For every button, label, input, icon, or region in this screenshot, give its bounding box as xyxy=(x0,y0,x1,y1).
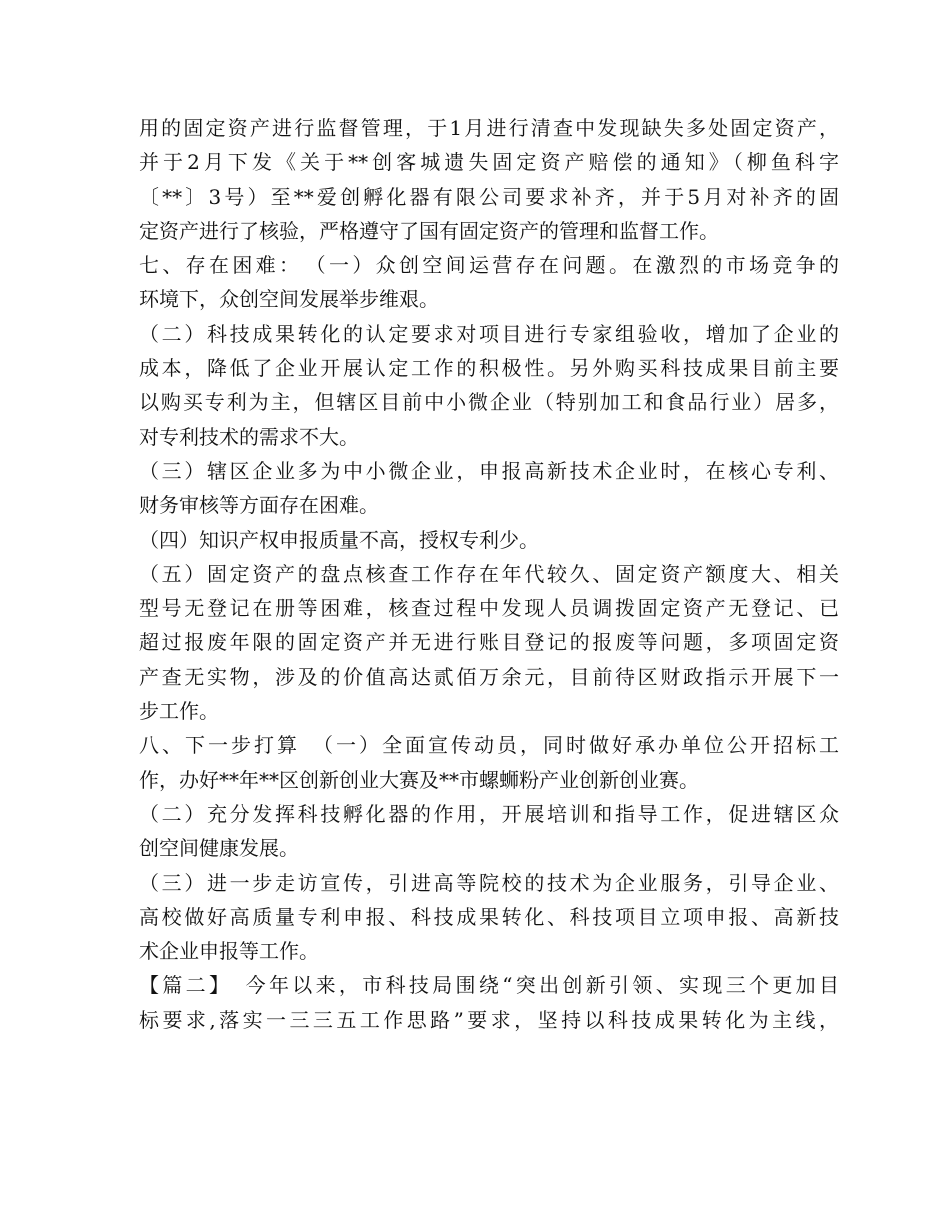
text-line: 标要求,落实一三三五工作思路”要求，坚持以科技成果转化为主线， xyxy=(139,1007,839,1032)
text-line: 环境下，众创空间发展举步维艰。 xyxy=(139,287,439,312)
text-line: 创空间健康发展。 xyxy=(139,836,299,861)
text-line: 定资产进行了核验，严格遵守了国有固定资产的管理和监督工作。 xyxy=(139,218,719,243)
text-line: 以购买专利为主，但辖区目前中小微企业（特别加工和食品行业）居多， xyxy=(139,390,839,415)
text-line: （三）辖区企业多为中小微企业，申报高新技术企业时，在核心专利、 xyxy=(139,458,839,483)
text-line: （四）知识产权申报质量不高，授权专利少。 xyxy=(139,527,539,552)
text-line: 用的固定资产进行监督管理，于1月进行清查中发现缺失多处固定资产， xyxy=(139,116,839,140)
text-line: 成本，降低了企业开展认定工作的积极性。另外购买科技成果目前主要 xyxy=(139,356,839,381)
text-line: （五）固定资产的盘点核查工作存在年代较久、固定资产额度大、相关 xyxy=(139,561,839,586)
document-body xyxy=(139,111,839,1037)
text-line: 【篇二】 今年以来，市科技局围绕“突出创新引领、实现三个更加目 xyxy=(139,973,839,998)
text-line: 超过报废年限的固定资产并无进行账目登记的报废等问题，多项固定资 xyxy=(139,630,839,655)
text-line: 步工作。 xyxy=(139,699,219,724)
text-line: 型号无登记在册等困难，核查过程中发现人员调拨固定资产无登记、已 xyxy=(139,596,839,621)
text-line: （三）进一步走访宣传，引进高等院校的技术为企业服务，引导企业、 xyxy=(139,870,839,895)
text-line: （二）充分发挥科技孵化器的作用，开展培训和指导工作，促进辖区众 xyxy=(139,801,839,826)
text-line: 并于2月下发《关于**创客城遗失固定资产赔偿的通知》（柳鱼科字 xyxy=(139,150,839,175)
text-line: 产查无实物，涉及的价值高达贰佰万余元，目前待区财政指示开展下一 xyxy=(139,664,839,689)
text-line: 对专利技术的需求不大。 xyxy=(139,424,359,449)
text-line: 七、存在困难： （一）众创空间运营存在问题。在激烈的市场竞争的 xyxy=(139,253,839,278)
text-line: 八、下一步打算 （一）全面宣传动员，同时做好承办单位公开招标工 xyxy=(139,733,839,758)
text-line: 〔**〕3号）至**爱创孵化器有限公司要求补齐，并于5月对补齐的固 xyxy=(139,184,839,209)
text-line: （二）科技成果转化的认定要求对项目进行专家组验收，增加了企业的 xyxy=(139,321,839,346)
text-line: 财务审核等方面存在困难。 xyxy=(139,493,379,518)
text-line: 高校做好高质量专利申报、科技成果转化、科技项目立项申报、高新技 xyxy=(139,904,839,929)
text-line: 作，办好**年**区创新创业大赛及**市螺蛳粉产业创新创业赛。 xyxy=(139,767,699,792)
text-line: 术企业申报等工作。 xyxy=(139,939,319,964)
